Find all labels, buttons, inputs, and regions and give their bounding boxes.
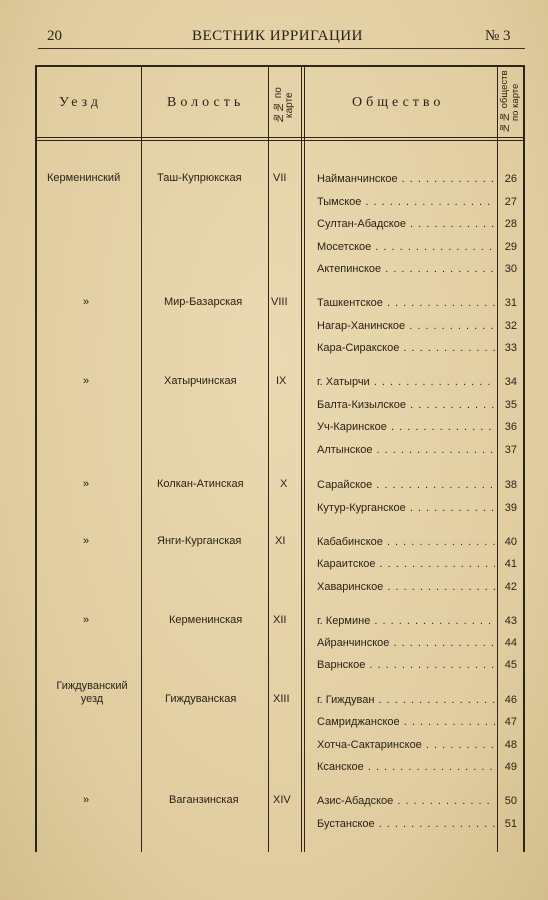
volost-cell: Янги-Курганская <box>157 535 242 547</box>
society-number-cell: 46 <box>504 694 517 706</box>
society-cell: Азис-Абадское . . . <box>317 795 495 807</box>
volost-cell: Колкан-Атинская <box>157 478 244 490</box>
divider-volost <box>268 65 269 852</box>
society-number-cell: 44 <box>504 637 517 649</box>
society-cell: Тымское . . . <box>317 196 495 208</box>
map-number-cell: XI <box>275 535 286 547</box>
page-number: 20 <box>47 28 62 44</box>
journal-title: ВЕСТНИК ИРРИГАЦИИ <box>192 28 363 44</box>
society-cell: Айранчинское . . . <box>317 637 495 649</box>
table-left-border <box>35 65 37 852</box>
society-number-cell: 50 <box>504 795 517 807</box>
uezd-cell: » <box>83 375 90 387</box>
column-header-map-no: №№ по карте <box>273 87 295 123</box>
map-number-cell: XIII <box>273 693 290 705</box>
column-header-volost: Волость <box>167 95 245 110</box>
society-number-cell: 36 <box>504 421 517 433</box>
uezd-cell: » <box>83 535 90 547</box>
map-number-cell: VIII <box>271 296 288 308</box>
society-number-cell: 47 <box>504 716 517 728</box>
society-number-cell: 51 <box>504 818 517 830</box>
society-number-cell: 34 <box>504 376 517 388</box>
society-cell: Алтынское . . . <box>317 444 495 456</box>
uezd-cell: » <box>83 614 90 626</box>
map-number-cell: X <box>280 478 288 490</box>
society-number-cell: 40 <box>504 536 517 548</box>
society-cell: Караитское . . . <box>317 558 495 570</box>
uezd-cell: Керменинский <box>47 172 121 184</box>
society-number-cell: 39 <box>504 502 517 514</box>
society-number-cell: 49 <box>504 761 517 773</box>
volost-cell: Керменинская <box>169 614 243 626</box>
society-cell: Хаваринское . . . <box>317 581 495 593</box>
map-number-cell: XII <box>273 614 287 626</box>
society-cell: г. Кермине . . . <box>317 615 495 627</box>
society-cell: Султан-Абадское . . . <box>317 218 495 230</box>
society-number-cell: 38 <box>504 479 517 491</box>
society-number-cell: 30 <box>504 263 517 275</box>
map-number-cell: VII <box>273 172 287 184</box>
uezd-cell: Гиждуванский уезд <box>56 680 128 705</box>
issue-number: № 3 <box>485 28 511 44</box>
society-cell: Варнское . . . <box>317 659 495 671</box>
society-number-cell: 29 <box>504 241 517 253</box>
header-rule <box>38 48 525 49</box>
society-number-cell: 37 <box>504 444 517 456</box>
map-number-cell: XIV <box>273 794 291 806</box>
volost-cell: Хатырчинская <box>164 375 237 387</box>
society-number-cell: 43 <box>504 615 517 627</box>
society-table <box>35 65 525 852</box>
column-header-society: Общество <box>352 95 445 110</box>
society-cell: Ташкентское . . . <box>317 297 495 309</box>
society-number-cell: 31 <box>504 297 517 309</box>
table-top-border <box>35 65 525 67</box>
society-number-cell: 42 <box>504 581 517 593</box>
society-number-cell: 41 <box>504 558 517 570</box>
divider-map-2 <box>304 65 305 852</box>
society-cell: Нагар-Ханинское . . . <box>317 320 495 332</box>
society-cell: Сарайское . . . <box>317 479 495 491</box>
society-cell: Найманчинское . . . <box>317 173 495 185</box>
society-cell: Мосетское . . . <box>317 241 495 253</box>
society-number-cell: 27 <box>504 196 517 208</box>
society-cell: Кара-Сиракское . . . <box>317 342 495 354</box>
uezd-cell: » <box>83 296 90 308</box>
table-header-rule <box>35 137 525 138</box>
volost-cell: Вагaнзинская <box>169 794 239 806</box>
society-number-cell: 26 <box>504 173 517 185</box>
society-number-cell: 32 <box>504 320 517 332</box>
society-number-cell: 28 <box>504 218 517 230</box>
society-cell: Кутур-Курганское . . . <box>317 502 495 514</box>
society-cell: г. Гиждуван . . . <box>317 694 495 706</box>
society-cell: Бустанское . . . <box>317 818 495 830</box>
divider-map-1 <box>301 65 302 852</box>
society-number-cell: 35 <box>504 399 517 411</box>
society-cell: г. Хатырчи . . . <box>317 376 495 388</box>
uezd-cell: » <box>83 794 90 806</box>
volost-cell: Таш-Купрюкская <box>157 172 242 184</box>
uezd-cell: » <box>83 478 90 490</box>
society-cell: Ксанское . . . <box>317 761 495 773</box>
society-cell: Балта-Кизылское . . . <box>317 399 495 411</box>
society-number-cell: 33 <box>504 342 517 354</box>
map-number-cell: IX <box>276 375 287 387</box>
society-cell: Кабабинское . . . <box>317 536 495 548</box>
volost-cell: Гиждуванская <box>165 693 237 705</box>
society-number-cell: 48 <box>504 739 517 751</box>
society-cell: Хотча-Сактаринское . . . <box>317 739 495 751</box>
table-right-border <box>523 65 525 852</box>
society-cell: Самриджанское . . . <box>317 716 495 728</box>
column-header-society-map-no: №№ обществ по карте <box>499 70 521 134</box>
table-header-rule-2 <box>35 140 525 141</box>
column-header-uezd: Уезд <box>59 95 103 110</box>
society-cell: Актепинское . . . <box>317 263 495 275</box>
volost-cell: Мир-Базарская <box>164 296 243 308</box>
society-number-cell: 45 <box>504 659 517 671</box>
society-cell: Уч-Каринское . . . <box>317 421 495 433</box>
divider-uezd <box>141 65 142 852</box>
